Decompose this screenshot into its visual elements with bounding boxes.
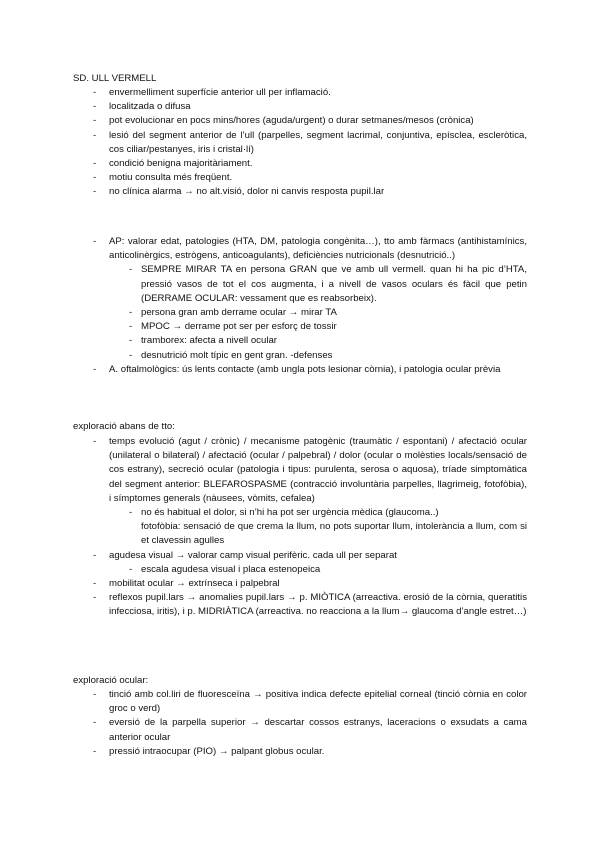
list-item-temps <box>93 435 527 549</box>
list-item: - condició benigna majoritàriament. <box>93 157 527 171</box>
sub-item: - no és habitual el dolor, si n’hi ha pot ser urgència mèdica (glaucoma..) <box>111 506 527 520</box>
list-item-ap <box>93 235 527 363</box>
list-item: - localitzada o difusa <box>93 100 527 114</box>
antecedents-list <box>93 235 527 377</box>
sub-item: - persona gran amb derrame ocular → mirar TA <box>111 306 527 320</box>
list-item: - pot evolucionar en pocs mins/hores (aguda/urgent) o durar setmanes/mesos (crònica) <box>93 114 527 128</box>
section1-list <box>93 86 527 200</box>
section2-list <box>93 435 527 620</box>
temps-text: temps evolució (agut / crònic) / mecanisme patogènic (traumàtic / espontani) / afectació ocular (unilateral o bilateral) / afectació (ocular / palpebral) / dolor (ocular o molèsties locals/sensació de cos estrany), secreció ocular (patologia i tipus: purulenta, serosa o aquosa), tríade simptomàtica del segment anterior: BLEFAROSPASME (contracció involuntària parpelles, llagrimeig, fotofòbia), i símptomes generals (nàusees, vòmits, cefalea) <box>109 436 527 504</box>
list-item: - envermelliment superfície anterior ull per inflamació. <box>93 86 527 100</box>
list-item-agudesa <box>93 549 527 577</box>
section3-heading: exploració ocular: <box>73 675 149 686</box>
list-item: - no clínica alarma → no alt.visió, dolor ni canvis resposta pupil.lar <box>93 185 527 199</box>
ap-text: AP: valorar edat, patologies (HTA, DM, patologia congènita…), tto amb fàrmacs (antihistamínics, anticolinèrgics, estrògens, anticoagulants), deficiències nutricionals (desnutrició..) <box>109 236 527 262</box>
section2-heading: exploració abans de tto: <box>73 421 175 432</box>
section3-list <box>93 688 527 759</box>
list-item-reflexos: - reflexos pupil.lars → anomalies pupil.lars → p. MIÒTICA (arreactiva. erosió de la còrnia, queratitis infecciosa, iritis), i p. MIDRIÀTICA (arreactiva. no reacciona a la llum→ glaucoma d’angle estret…) <box>93 591 527 619</box>
list-item: - motiu consulta més freqüent. <box>93 171 527 185</box>
sub-item: - tramborex: afecta a nivell ocular <box>111 334 527 348</box>
sub-item: - escala agudesa visual i placa estenopeica <box>111 563 527 577</box>
list-item: - eversió de la parpella superior → descartar cossos estranys, laceracions o exsudats a cama anterior ocular <box>93 716 527 744</box>
sub-item: - MPOC → derrame pot ser per esforç de tossir <box>111 320 527 334</box>
temps-sublist <box>109 506 527 549</box>
sub-item: - desnutrició molt típic en gent gran. -defenses <box>111 349 527 363</box>
page-title: SD. ULL VERMELL <box>73 73 157 84</box>
list-item-mobilitat: - mobilitat ocular → extrínseca i palpebral <box>93 577 527 591</box>
agudesa-text: agudesa visual → valorar camp visual perifèric. cada ull per separat <box>109 549 397 561</box>
ap-sublist <box>109 263 527 362</box>
sub-item: - SEMPRE MIRAR TA en persona GRAN que ve amb ull vermell. quan hi ha pic d’HTA, pressió vasos de tot el cos augmenta, i a nivell de vasos oculars és fàcil que petin (DERRAME OCULAR: vessament que es reabsorbeix). <box>111 263 527 306</box>
sub-item: fotofòbia: sensació de que crema la llum, no pots suportar llum, intolerància a llum, com si et clavessin agulles <box>141 521 527 547</box>
agudesa-sublist <box>109 563 527 577</box>
list-item: - lesió del segment anterior de l’ull (parpelles, segment lacrimal, conjuntiva, epísclea, escleròtica, cos ciliar/pestanyes, iris i cristal·lí) <box>93 129 527 157</box>
list-item-ao: - A. oftalmològics: ús lents contacte (amb ungla pots lesionar còrnia), i patologia ocular prèvia <box>93 363 527 377</box>
list-item: - pressió intraocupar (PIO) → palpant globus ocular. <box>93 745 527 759</box>
list-item: - tinció amb col.liri de fluoresceïna → positiva indica defecte epitelial corneal (tinció còrnia en color groc o verd) <box>93 688 527 716</box>
